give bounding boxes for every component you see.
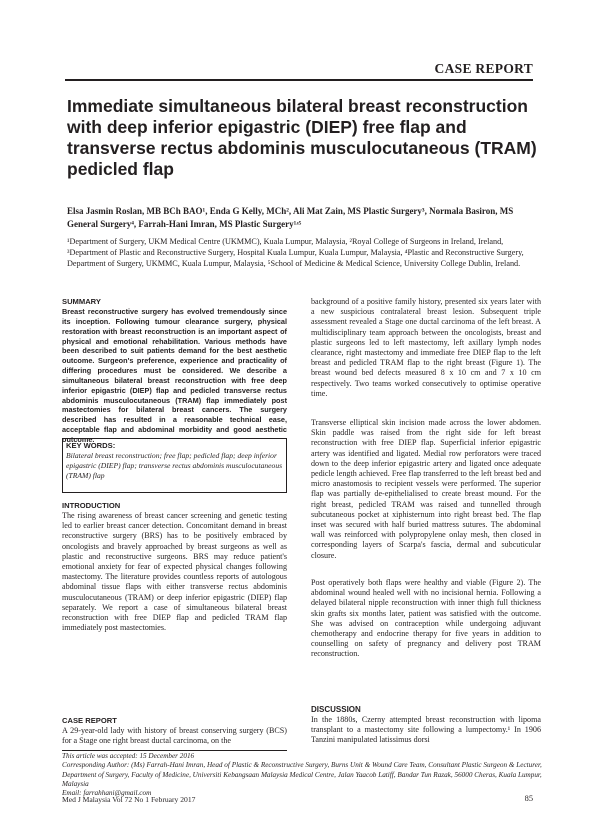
case-report-procedure	[311, 418, 541, 561]
case-report-outcome	[311, 578, 541, 660]
affiliations: ¹Department of Surgery, UKM Medical Centre (UKMMC), Kuala Lumpur, Malaysia, ²Royal College of Surgeons in Ireland, Ireland, ³Department of Plastic and Reconstructive Surgery, Hospital Kuala Lumpur, Kuala Lumpur, Malaysia, ⁴Plastic and Reconstructive Surgery, Department of Surgery, UKMMC, Kuala Lumpur, Malaysia, ⁵School of Medicine & Medical Science, University College Dublin, Ireland.	[67, 237, 524, 269]
author-list: Elsa Jasmin Roslan, MB BCh BAO¹, Enda G Kelly, MCh², Ali Mat Zain, MS Plastic Surgery³, Normala Basiron, MS General Surgery⁴, Farrah-Hani Imran, MS Plastic Surgery¹ʴ⁵	[67, 206, 514, 229]
case-report-section	[62, 716, 287, 746]
keywords-box	[62, 438, 287, 493]
article-title: Immediate simultaneous bilateral breast reconstruction with deep inferior epigastric (DIEP) free flap and transverse rectus abdominis musculocutaneous (TRAM) pedicled flap	[67, 96, 537, 179]
summary-heading: SUMMARY	[62, 297, 101, 306]
keywords-text: Bilateral breast reconstruction; free flap; pedicled flap; deep inferior epigastric (DIEP) flap; transverse rectus abdominis musculocutaneous (TRAM) flap	[66, 451, 283, 480]
discussion-heading: DISCUSSION	[311, 705, 361, 714]
case-paragraph-2: Transverse elliptical skin incision made across the lower abdomen. Skin paddle was raised from the right side for left breast reconstruction with free DIEP flap. Superficial inferior epigastric artery was identified and ligated. Medial row perforators were traced down to the deep inferior epigastric artery and ligated once adequate pedicle length achieved. Free flap transferred to the left breast bed and micro anastomosis to recipient vessels were performed. The superior flap was partially de-epithelialised to create breast mound. For the right breast, pedicled TRAM was raised and tunnelled through subcutaneous pocket at xiphisternum into right breast bed. The flap inset was secured with half buried mattress sutures. The abdominal wall was reinforced with polypropylene onlay mesh, then closed in corresponding layers of Scarpa's fascia, dermal and subcuticular closure.	[311, 418, 541, 560]
case-report-text: A 29-year-old lady with history of breast conserving surgery (BCS) for a Stage one right breast ductal carcinoma, on the	[62, 726, 287, 746]
case-report-continued	[311, 297, 541, 399]
introduction-text: The rising awareness of breast cancer screening and genetic testing led to earlier breast cancer detection. Concomitant demand in breast reconstructive surgery (BRS) has to be positively embraced by oncologists and bravely approached by breast surgeons as well as plastic and reconstructive surgeons. BRS may reduce patient's emotional anxiety for fear of expected physical changes following mastectomy. The literature provides countless reports of autologous abdominal tissue flaps with either transverse rectus abdominis musculocutaneous (TRAM) or deep inferior epigastric (DIEP) flap separately. We report a case of simultaneous bilateral breast reconstruction with free DIEP flap and pedicled TRAM flap immediately post mastectomies.	[62, 511, 287, 633]
introduction-heading: INTRODUCTION	[62, 501, 121, 510]
footnote-rule	[62, 750, 287, 751]
corresponding-author: Corresponding Author: (Ms) Farrah-Hani Imran, Head of Plastic & Reconstructive Surgery, Burns Unit & Wound Care Team, Consultant Plastic Surgeon & Lecturer, Department of Surgery, Faculty of Medicine, Universiti Kebangsaan Malaysia Medical Centre, Jalan Yaacob Latiff, Bandar Tun Razak, 56000 Cheras, Kuala Lumpur, Malaysia	[62, 761, 542, 788]
summary-section	[62, 297, 287, 445]
accepted-date: This article was accepted: 15 December 2016	[62, 752, 195, 760]
journal-citation: Med J Malaysia Vol 72 No 1 February 2017	[62, 795, 196, 804]
discussion-text: In the 1880s, Czerny attempted breast reconstruction with lipoma transplant to a mastectomy site following a lumpectomy.¹ In 1906 Tanzini manipulated latissimus dorsi	[311, 715, 541, 745]
footnote	[62, 752, 542, 798]
case-paragraph-1: background of a positive family history, presented six years later with a new suspicious contralateral breast lesion. Subsequent triple assessment revealed a Stage one ductal carcinoma of the left breast. A multidisciplinary team approach between the oncologists, breast and plastic surgeons led to left mastectomy, left axillary lymph nodes clearance, right mastectomy and immediate free DIEP flap to the left breast and pedicled TRAM flap to the right breast (Figure 1). The breast wound bed defects measured 8 x 10 cm and 7 x 10 cm respectively. Two teams worked consecutively to optimise operative time.	[311, 297, 541, 398]
summary-text: Breast reconstructive surgery has evolved tremendously since its inception. Following tumour clearance surgery, physical restoration with breast reconstruction is an important aspect of physical and emotional rehabilitation. Various methods have been described to suit patients demand for the best aesthetic outcome. Surgeon's preference, experience and practicality of differing procedures must be considered. We describe a simultaneous bilateral breast reconstruction with free deep inferior epigastric (DIEP) flap and pedicled transverse rectus abdominis musculocutaneous (TRAM) flap immediately post mastectomies for bilateral breast cancers. The surgery described has resulted in a reasonable technical ease, acceptable flap and abdominal morbidity and good aesthetic outcome.	[62, 307, 287, 444]
section-label: CASE REPORT	[434, 61, 533, 76]
case-report-heading: CASE REPORT	[62, 716, 117, 725]
header-rule	[65, 79, 533, 81]
author-email: Email: farrahhani@gmail.com	[62, 789, 152, 798]
case-paragraph-3: Post operatively both flaps were healthy and viable (Figure 2). The abdominal wound healed well with no incisional hernia. Following a delayed bilateral nipple reconstruction with inner thigh full thickness skin grafts six months later, patient was satisfied with the outcome. She was advised on contraception while undergoing adjuvant chemotherapy and endocrine therapy for five years in addition to counselling on safety of pregnancy and delivery post TRAM reconstruction.	[311, 578, 541, 659]
discussion-section	[311, 705, 541, 746]
page-number: 85	[524, 794, 533, 803]
keywords-heading: KEY WORDS:	[66, 441, 116, 450]
introduction-section	[62, 501, 287, 633]
